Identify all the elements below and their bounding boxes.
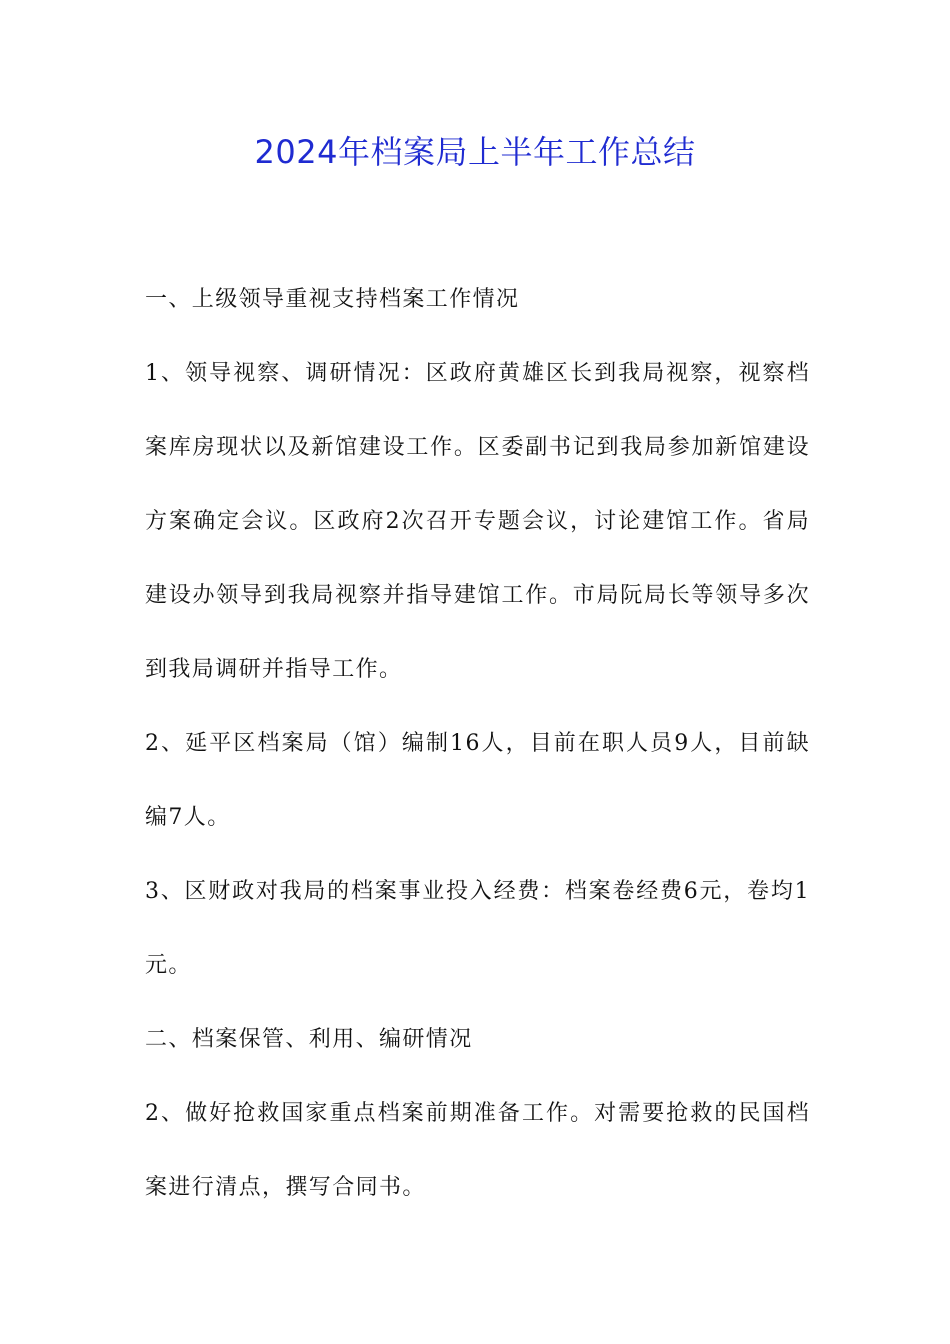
paragraph-archive-rescue: 2、做好抢救国家重点档案前期准备工作。对需要抢救的民国档案进行清点，撰写合同书。	[145, 1101, 810, 1200]
section-heading-1: 一、上级领导重视支持档案工作情况	[145, 287, 520, 312]
document-title: 2024年档案局上半年工作总结	[254, 133, 696, 171]
section-heading-2: 二、档案保管、利用、编研情况	[145, 1027, 473, 1052]
paragraph-staffing: 2、延平区档案局（馆）编制16人，目前在职人员9人，目前缺编7人。	[145, 731, 810, 830]
document-body	[145, 263, 810, 1225]
paragraph-leadership-visits: 1、领导视察、调研情况：区政府黄雄区长到我局视察，视察档案库房现状以及新馆建设工作。区委副书记到我局参加新馆建设方案确定会议。区政府2次召开专题会议，讨论建馆工作。省局建设办领导到我局视察并指导建馆工作。市局阮局长等领导多次到我局调研并指导工作。	[145, 361, 810, 682]
paragraph-funding: 3、区财政对我局的档案事业投入经费：档案卷经费6元，卷均1元。	[145, 879, 810, 978]
